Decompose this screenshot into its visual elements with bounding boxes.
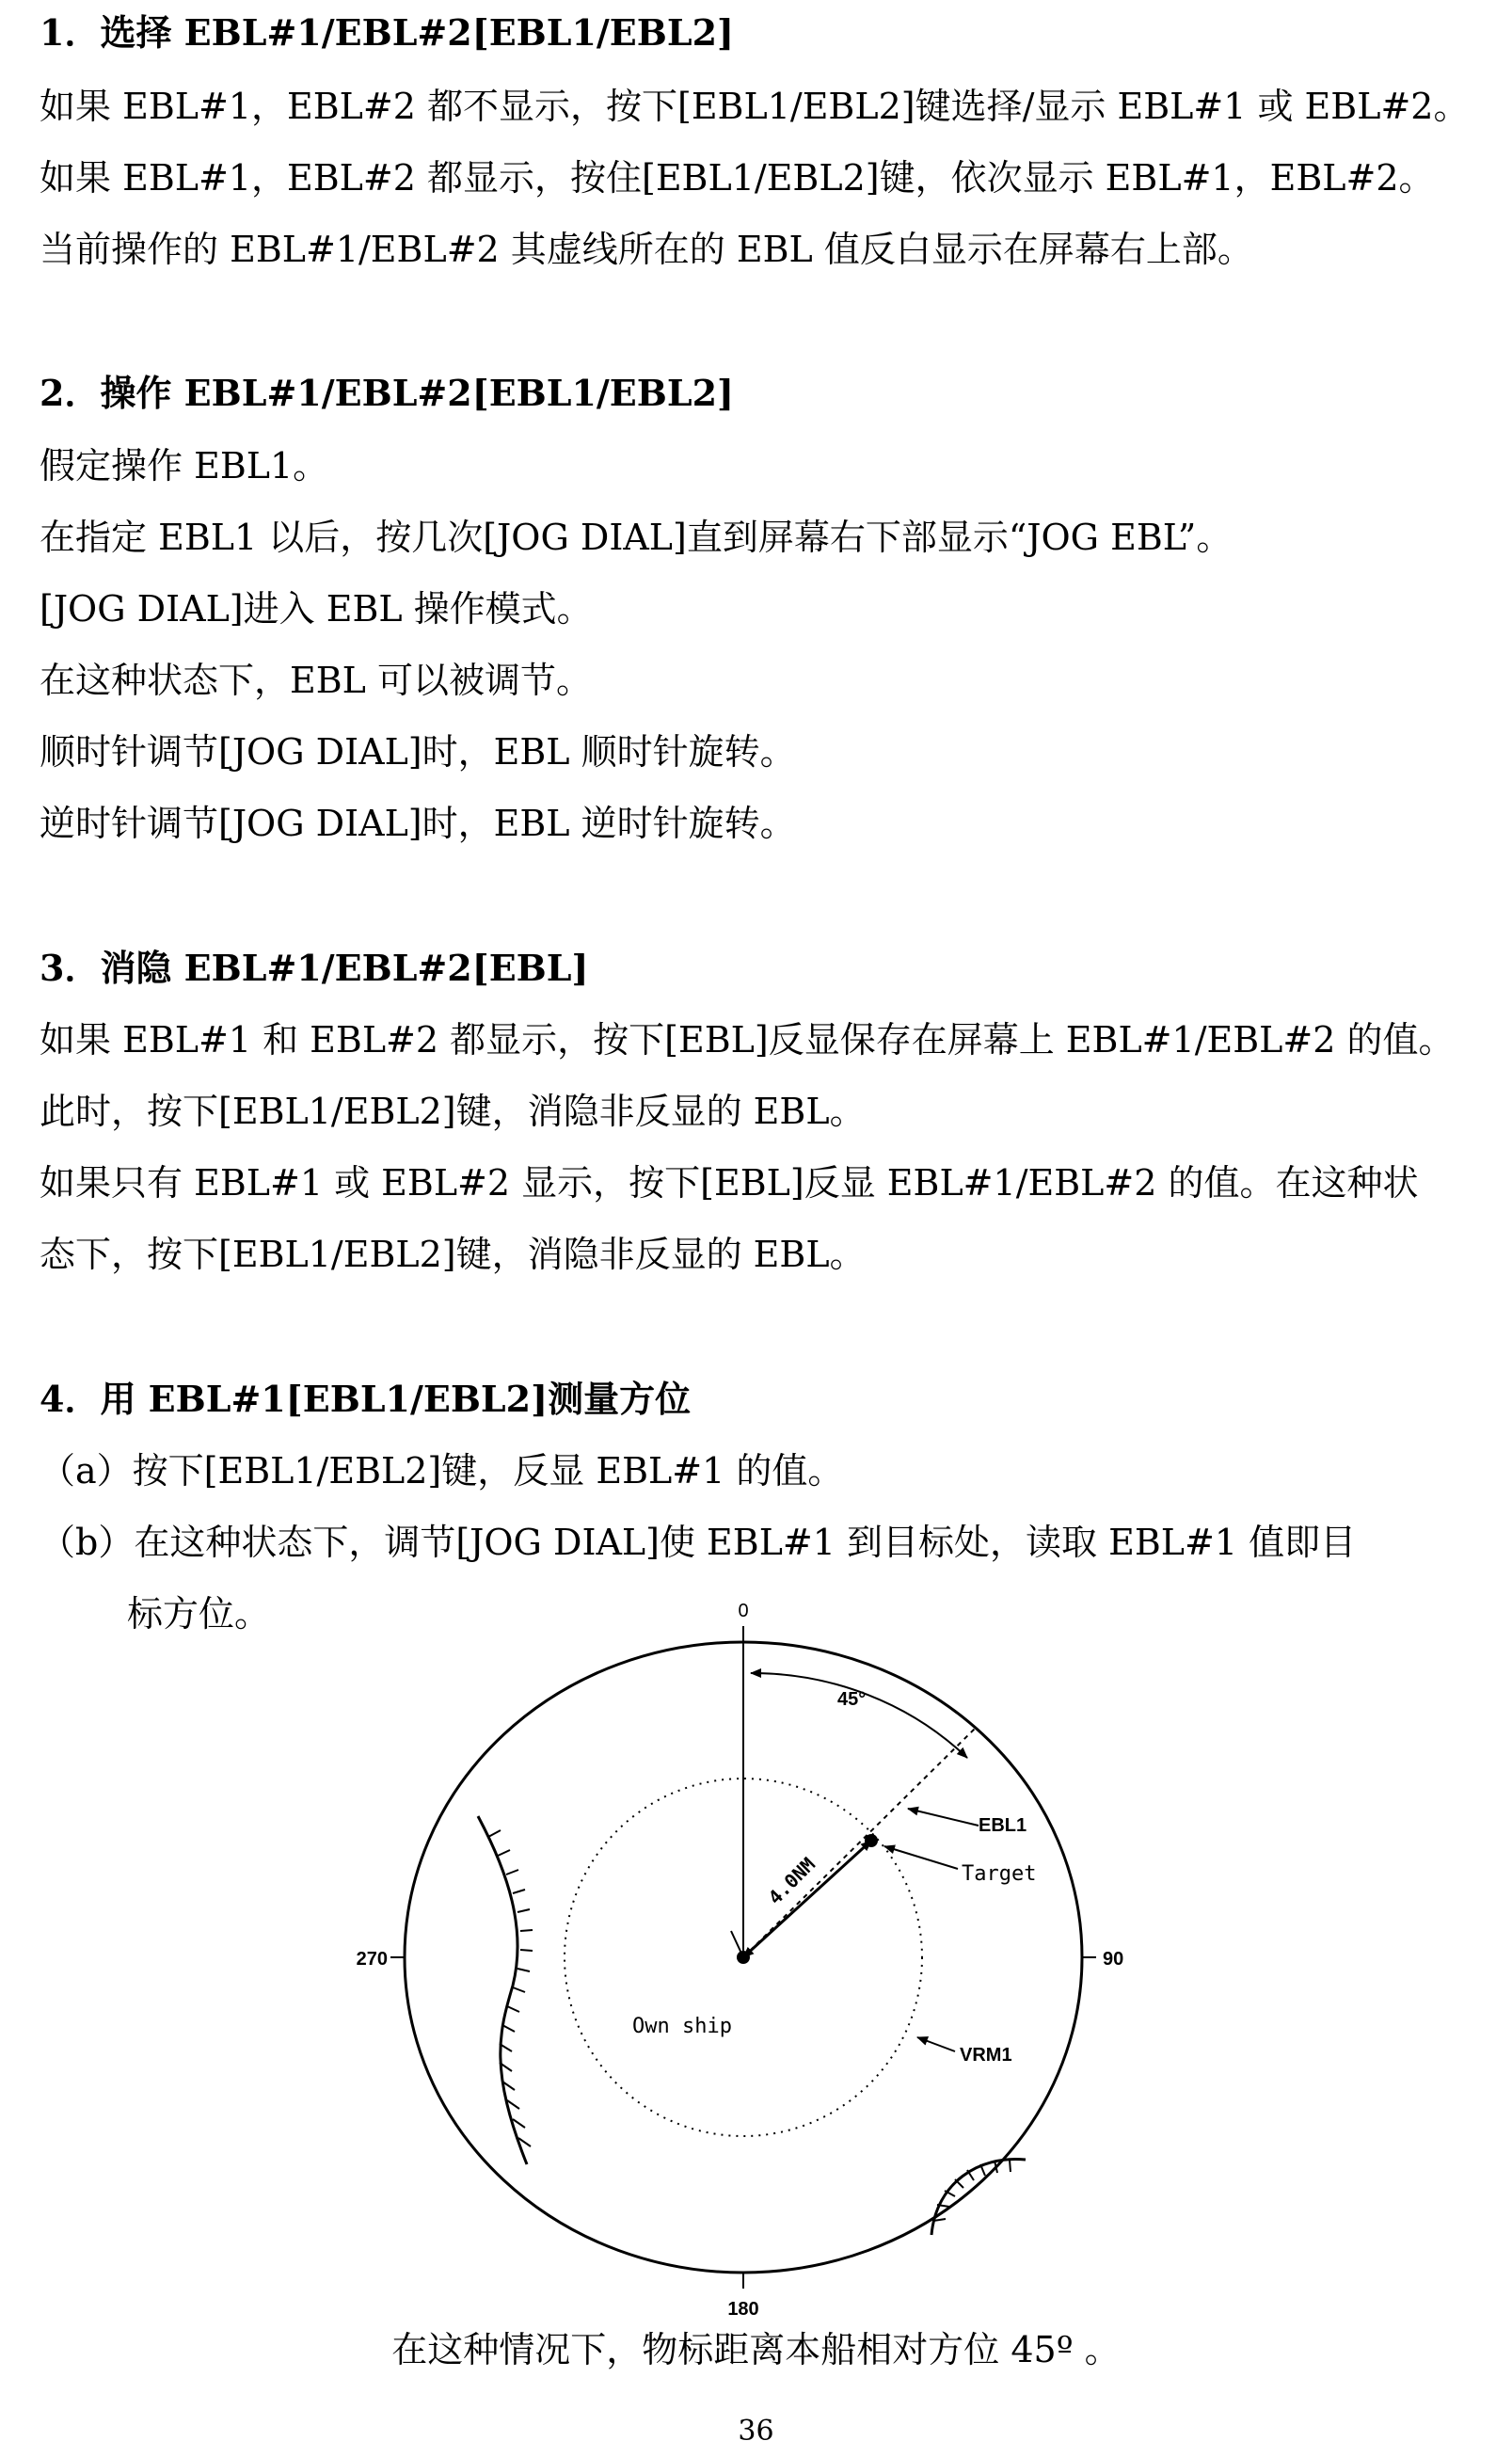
section-3-line-3: 如果只有 EBL#1 或 EBL#2 显示，按下[EBL]反显 EBL#1/EBL#2 的值。在这种状 [40,1162,1419,1204]
section-2-line-3: [JOG DIAL]进入 EBL 操作模式。 [40,588,593,630]
coastline-right [931,2159,1026,2235]
target-dot [865,1834,878,1847]
target-leader [884,1846,958,1869]
label-own-ship: Own ship [632,2015,732,2038]
section-2-line-1: 假定操作 EBL1。 [40,445,329,487]
own-ship-marker [731,1931,743,1957]
label-angle: 45° [837,1689,867,1710]
section-4-line-b: （b）在这种状态下，调节[JOG DIAL]使 EBL#1 到目标处，读取 EBL#1 值即目 [40,1522,1357,1563]
label-90: 90 [1103,1949,1124,1970]
label-vrm1: VRM1 [960,2045,1012,2066]
page-number: 36 [738,2415,774,2448]
section-2-line-2: 在指定 EBL1 以后，按几次[JOG DIAL]直到屏幕右下部显示“JOG EBL”。 [40,517,1233,558]
section-3-heading: 3．消隐 EBL#1/EBL#2[EBL] [40,947,589,989]
section-1-line-1: 如果 EBL#1，EBL#2 都不显示，按下[EBL1/EBL2]键选择/显示 EBL#1 或 EBL#2。 [40,86,1470,127]
section-3-line-2: 此时，按下[EBL1/EBL2]键，消隐非反显的 EBL。 [40,1091,866,1132]
label-270: 270 [356,1949,388,1970]
section-2-line-5: 顺时针调节[JOG DIAL]时，EBL 顺时针旋转。 [40,731,796,773]
section-2-line-6: 逆时针调节[JOG DIAL]时，EBL 逆时针旋转。 [40,803,796,844]
vrm-leader [917,2037,955,2051]
section-1-heading: 1．选择 EBL#1/EBL#2[EBL1/EBL2] [40,11,735,54]
coastline-left-hatching [488,1830,533,2146]
ebl-leader [908,1809,979,1826]
label-ebl1: EBL1 [979,1815,1027,1836]
label-180: 180 [727,2299,759,2320]
figure-caption: 在这种情况下，物标距离本船相对方位 45º 。 [391,2329,1121,2370]
section-1-line-3: 当前操作的 EBL#1/EBL#2 其虚线所在的 EBL 值反白显示在屏幕右上部。 [40,229,1253,270]
section-2-line-4: 在这种状态下，EBL 可以被调节。 [40,660,592,701]
section-2-heading: 2．操作 EBL#1/EBL#2[EBL1/EBL2] [40,372,735,414]
label-0: 0 [738,1601,749,1621]
section-4-line-b-cont: 标方位。 [127,1593,271,1635]
section-1-line-2: 如果 EBL#1，EBL#2 都显示，按住[EBL1/EBL2]键，依次显示 EBL#1，EBL#2。 [40,157,1435,199]
label-target: Target [962,1862,1037,1886]
section-3-line-1: 如果 EBL#1 和 EBL#2 都显示，按下[EBL]反显保存在屏幕上 EBL#1/EBL#2 的值。 [40,1019,1455,1061]
section-4-heading: 4．用 EBL#1[EBL1/EBL2]测量方位 [40,1378,692,1420]
section-3-line-4: 态下，按下[EBL1/EBL2]键，消隐非反显的 EBL。 [40,1234,866,1275]
label-range: 4.0NM [763,1852,820,1909]
ebl1-line [743,1727,977,1957]
angle-arc-arrow [751,1673,967,1758]
section-4-line-a: （a）按下[EBL1/EBL2]键，反显 EBL#1 的值。 [40,1450,844,1492]
